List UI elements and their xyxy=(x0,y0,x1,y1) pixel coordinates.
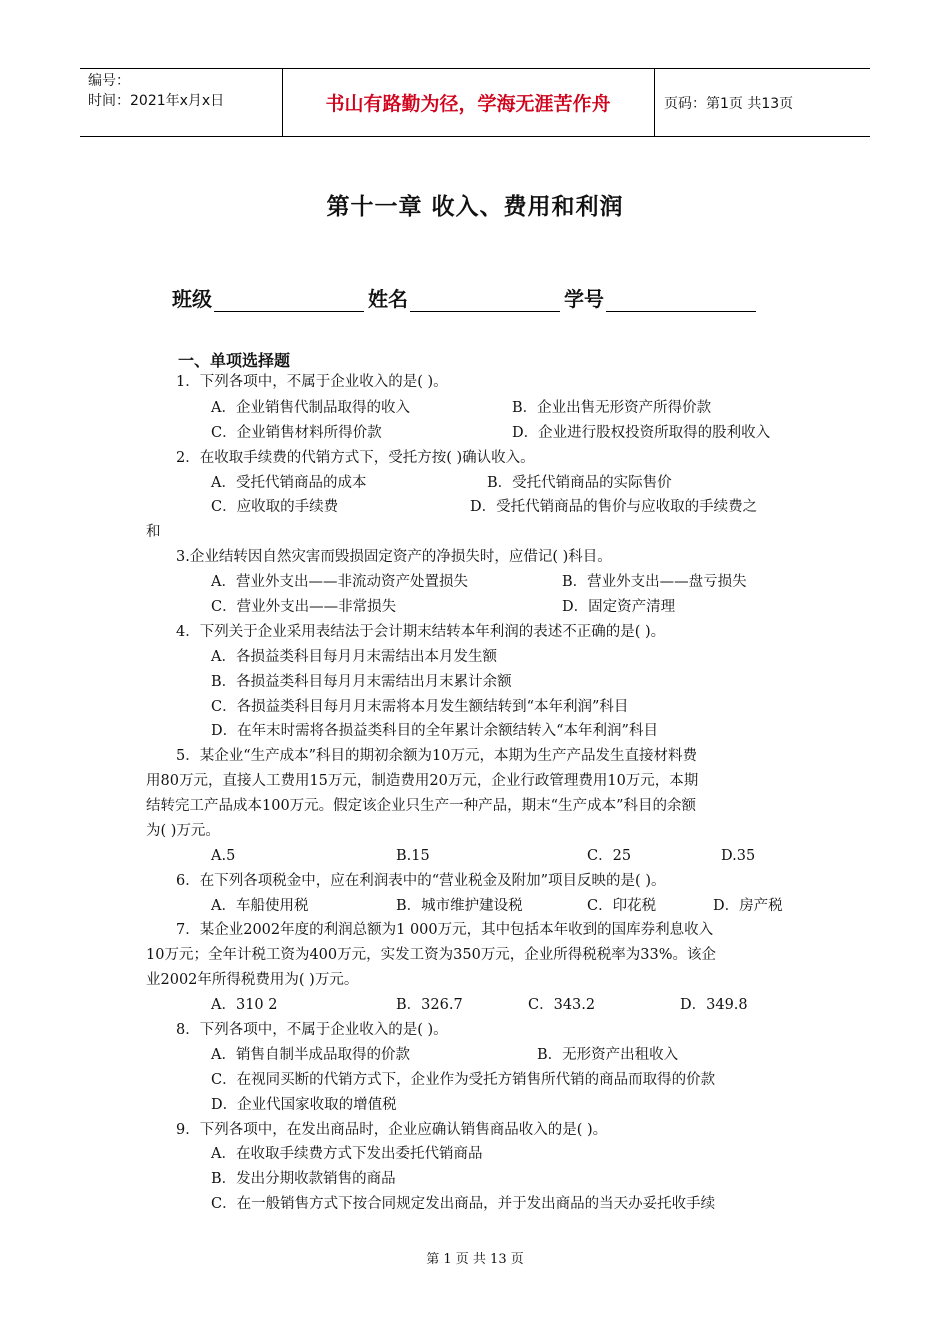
question-line: 1．下列各项中，不属于企业收入的是( )。 xyxy=(176,374,448,390)
header-divider-right xyxy=(654,69,655,136)
question-line: 3.企业结转因自然灾害而毁损固定资产的净损失时，应借记( )科目。 xyxy=(176,549,612,565)
student-id-blank[interactable] xyxy=(606,289,756,312)
option-line: C．在视同买断的代销方式下，企业作为受托方销售所代销的商品而取得的价款 xyxy=(211,1072,716,1088)
option-line: B．城市维护建设税 xyxy=(396,898,523,914)
name-label: 姓名 xyxy=(368,287,408,311)
option-line: A．车船使用税 xyxy=(211,898,309,914)
header-meta xyxy=(88,71,224,111)
option-line: C．企业销售材料所得价款 xyxy=(211,425,382,441)
option-line: D.35 xyxy=(721,848,756,864)
option-line: B．各损益类科目每月月末需结出月末累计余额 xyxy=(211,674,512,690)
option-line: B．受托代销商品的实际售价 xyxy=(487,475,672,491)
option-line: B．企业出售无形资产所得价款 xyxy=(512,400,712,416)
name-blank[interactable] xyxy=(410,289,560,312)
option-line-wrap: 和 xyxy=(146,524,161,540)
option-line: A．各损益类科目每月月末需结出本月发生额 xyxy=(211,649,497,665)
document-date: 时间：2021年x月x日 xyxy=(88,93,225,109)
header-page-info: 页码：第1页 共13页 xyxy=(664,96,794,112)
student-info-line xyxy=(172,283,760,312)
student-id-label: 学号 xyxy=(564,287,604,311)
question-line: 9．下列各项中，在发出商品时，企业应确认销售商品收入的是( )。 xyxy=(176,1122,608,1138)
option-line: A．企业销售代制品取得的收入 xyxy=(211,400,410,416)
document-number-label: 编号： xyxy=(88,73,130,89)
question-line: 为( )万元。 xyxy=(146,823,220,839)
chapter-title: 第十一章 收入、费用和利润 xyxy=(326,194,624,220)
class-label: 班级 xyxy=(172,287,212,311)
option-line: D．349.8 xyxy=(680,997,748,1013)
option-line: C．应收取的手续费 xyxy=(211,499,339,515)
question-line: 结转完工产品成本100万元。假定该企业只生产一种产品，期末“生产成本”科目的余额 xyxy=(146,798,696,814)
question-line: 业2002年所得税费用为( )万元。 xyxy=(146,972,359,988)
option-line: D．企业代国家收取的增值税 xyxy=(211,1097,397,1113)
question-line: 4．下列关于企业采用表结法于会计期末结转本年利润的表述不正确的是( )。 xyxy=(176,624,666,640)
option-line: C．343.2 xyxy=(528,997,596,1013)
option-line: D．受托代销商品的售价与应收取的手续费之 xyxy=(470,499,758,515)
option-line: C．各损益类科目每月月末需将本月发生额结转到“本年利润”科目 xyxy=(211,699,629,715)
option-line: D．房产税 xyxy=(713,898,783,914)
option-line: B．营业外支出——盘亏损失 xyxy=(562,574,747,590)
option-line: D．企业进行股权投资所取得的股利收入 xyxy=(512,425,771,441)
option-line: A．销售自制半成品取得的价款 xyxy=(211,1047,410,1063)
option-line: C．营业外支出——非常损失 xyxy=(211,599,397,615)
option-line: A．受托代销商品的成本 xyxy=(211,475,367,491)
option-line: B．326.7 xyxy=(396,997,463,1013)
option-line: C．25 xyxy=(587,848,632,864)
question-line: 10万元；全年计税工资为400万元，实发工资为350万元，企业所得税税率为33%。该企 xyxy=(146,947,717,963)
option-line: A．在收取手续费方式下发出委托代销商品 xyxy=(211,1146,483,1162)
option-line: B.15 xyxy=(396,848,430,864)
option-line: B．无形资产出租收入 xyxy=(537,1047,679,1063)
class-blank[interactable] xyxy=(214,289,364,312)
question-line: 用80万元，直接人工费用15万元，制造费用20万元，企业行政管理费用10万元，本期 xyxy=(146,773,699,789)
section-title: 一、单项选择题 xyxy=(178,351,291,370)
option-line: A．310 2 xyxy=(211,997,278,1013)
document-header xyxy=(80,68,870,137)
question-line: 7．某企业2002年度的利润总额为1 000万元，其中包括本年收到的国库券利息收入 xyxy=(176,922,714,938)
question-line: 2．在收取手续费的代销方式下，受托方按( )确认收入。 xyxy=(176,450,535,466)
page-footer: 第 1 页 共 13 页 xyxy=(426,1252,524,1267)
header-motto: 书山有路勤为径，学海无涯苦作舟 xyxy=(325,93,611,115)
option-line: A．营业外支出——非流动资产处置损失 xyxy=(211,574,468,590)
question-line: 5．某企业“生产成本”科目的期初余额为10万元，本期为生产产品发生直接材料费 xyxy=(176,748,697,764)
option-line: B．发出分期收款销售的商品 xyxy=(211,1171,396,1187)
question-line: 8．下列各项中，不属于企业收入的是( )。 xyxy=(176,1022,448,1038)
option-line: D．在年末时需将各损益类科目的全年累计余额结转入“本年利润”科目 xyxy=(211,723,658,739)
question-line: 6．在下列各项税金中，应在利润表中的“营业税金及附加”项目反映的是( )。 xyxy=(176,873,666,889)
option-line: D．固定资产清理 xyxy=(562,599,676,615)
option-line: A.5 xyxy=(211,848,236,864)
option-line: C．印花税 xyxy=(587,898,657,914)
option-line: C．在一般销售方式下按合同规定发出商品，并于发出商品的当天办妥托收手续 xyxy=(211,1196,716,1212)
